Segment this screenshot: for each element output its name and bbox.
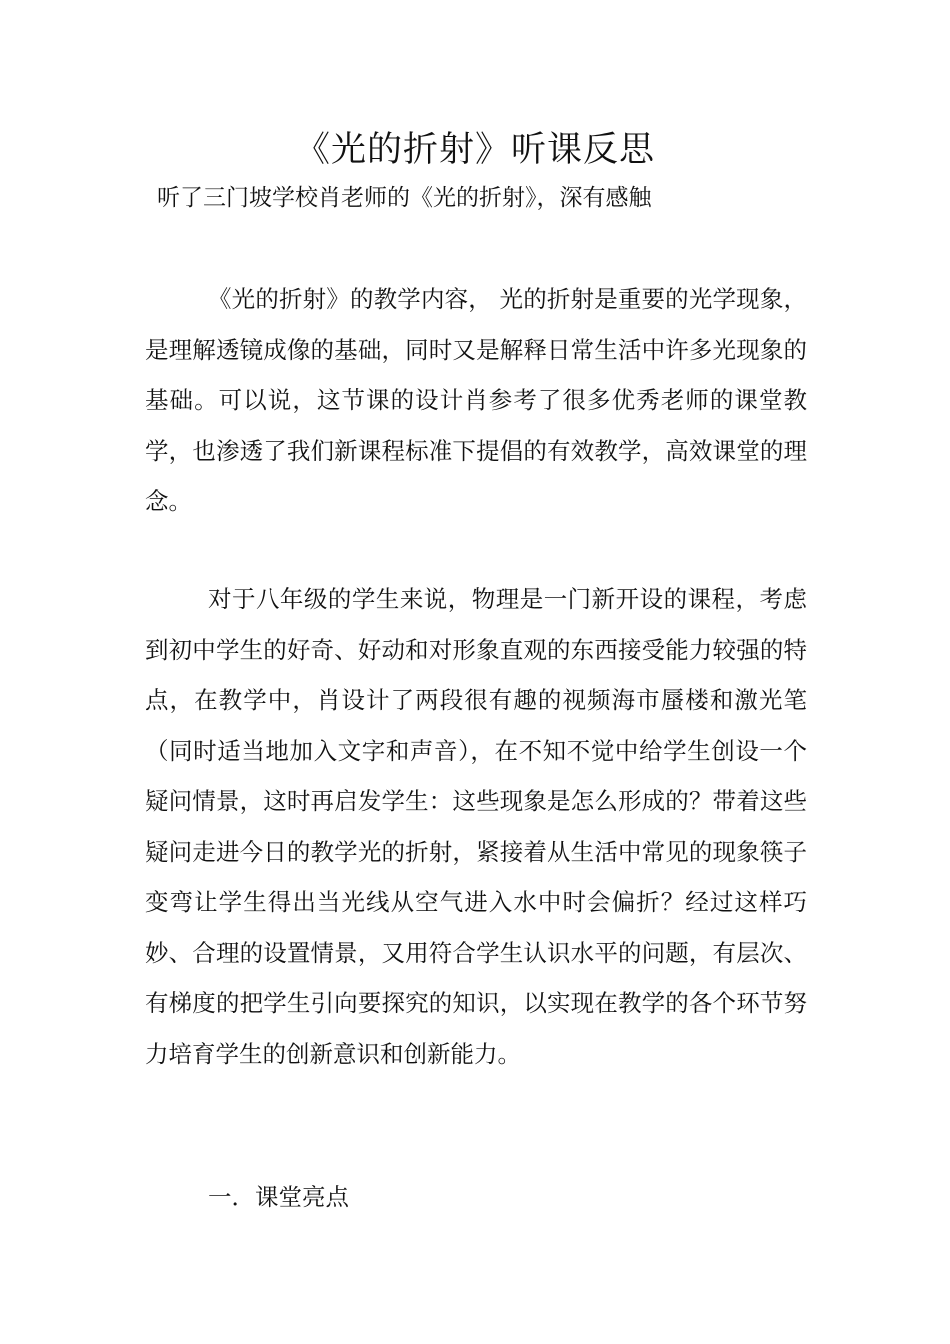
document-subtitle: 听了三门坡学校肖老师的《光的折射》，深有感触 xyxy=(157,185,652,211)
paragraph-1: 《光的折射》的教学内容， 光的折射是重要的光学现象，是理解透镜成像的基础，同时又是解释日常生活中许多光现象的基础。可以说，这节课的设计肖参考了很多优秀老师的课堂教学，也渗透了我们新课程标准下提倡的有效教学，高效课堂的理念。 xyxy=(145,285,807,515)
section-heading: 一．课堂亮点 xyxy=(208,1183,349,1211)
document-title: 《光的折射》听课反思 xyxy=(294,130,655,170)
paragraph-2: 对于八年级的学生来说，物理是一门新开设的课程，考虑到初中学生的好奇、好动和对形象直观的东西接受能力较强的特点，在教学中，肖设计了两段很有趣的视频海市蜃楼和激光笔（同时适当地加入文字和声音），在不知不觉中给学生创设一个疑问情景，这时再启发学生：这些现象是怎么形成的？带着这些疑问走进今日的教学光的折射，紧接着从生活中常见的现象筷子变弯让学生得出当光线从空气进入水中时会偏折？经过这样巧妙、合理的设置情景，又用符合学生认识水平的问题，有层次、有梯度的把学生引向要探究的知识，以实现在教学的各个环节努力培育学生的创新意识和创新能力。 xyxy=(145,585,807,1068)
